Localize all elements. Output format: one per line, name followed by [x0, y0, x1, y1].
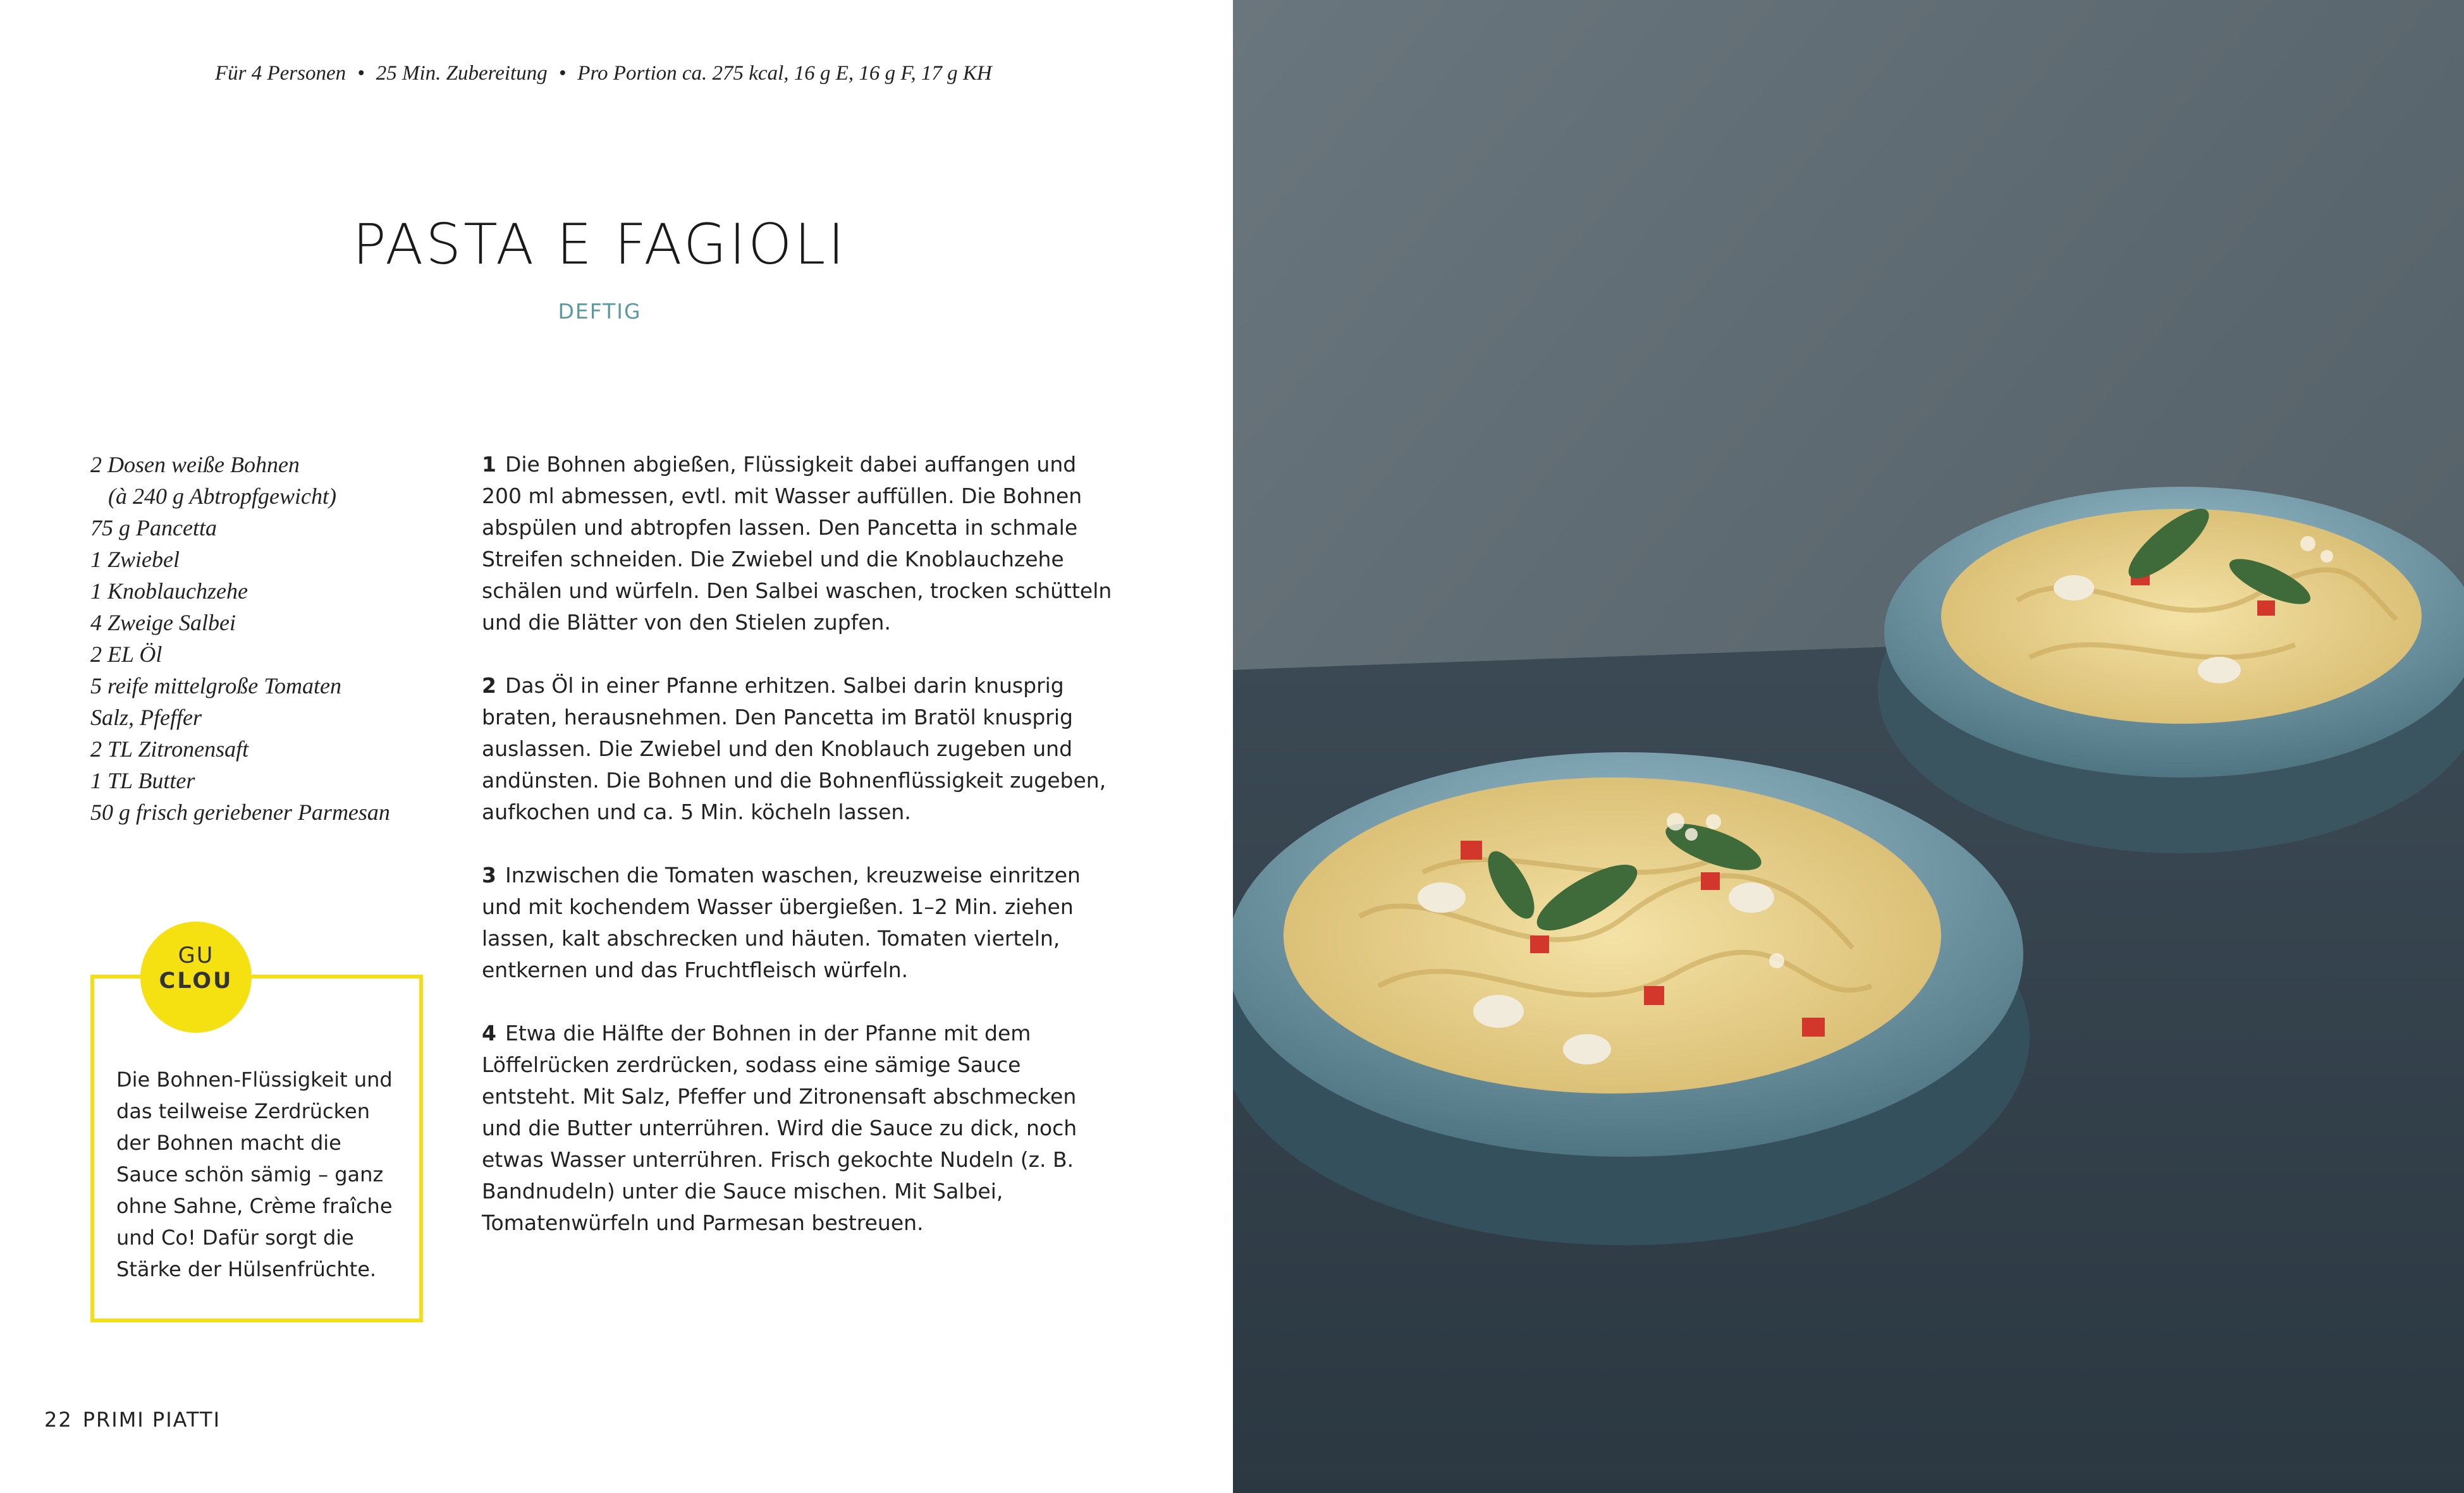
ingredient-item: 2 TL Zitronensaft: [90, 736, 249, 762]
gu-clou-badge: [140, 922, 252, 1033]
page-number: 22: [44, 1408, 73, 1432]
step-text: Etwa die Hälfte der Bohnen in der Pfanne mit dem Löffelrücken zerdrücken, sodass eine sämige Sauce entsteht. Mit Salz, Pfeffer und Zitronensaft abschmecken und die Butter unterrühren. Wird die Sauce zu dick, noch etwas Wasser unterrühren. Frisch gekochte Nudeln (z. B. Bandnudeln) unter die Sauce mischen. Mit Salbei, Tomatenwürfeln und Parmesan bestreuen.: [482, 1021, 1077, 1235]
recipe-meta: [215, 62, 992, 85]
step-number: 3: [482, 863, 496, 887]
ingredient-item: Salz, Pfeffer: [90, 705, 202, 730]
step-3: [482, 860, 1119, 986]
ingredient-item: 1 TL Butter: [90, 768, 195, 793]
step-1: [482, 449, 1119, 638]
separator-dot: •: [357, 62, 365, 85]
badge-line-gu: GU: [178, 943, 214, 968]
tip-text: Die Bohnen-Flüssigkeit und das teilweise Zerdrücken der Bohnen macht die Sauce schön sämig – ganz ohne Sahne, Crème fraîche und Co! Dafür sorgt die Stärke der Hülsenfrüchte.: [116, 1068, 393, 1281]
step-text: Das Öl in einer Pfanne erhitzen. Salbei darin knusprig braten, herausnehmen. Den Pancetta im Bratöl knusprig auslassen. Die Zwiebel und den Knoblauch zugeben und andünsten. Die Bohnen und die Bohnenflüssigkeit zugeben, aufkochen und ca. 5 Min. köcheln lassen.: [482, 673, 1106, 824]
ingredient-item: 1 Knoblauchzehe: [90, 578, 248, 604]
step-4: [482, 1018, 1119, 1239]
step-number: 4: [482, 1021, 496, 1045]
ingredient-item: 1 Zwiebel: [90, 547, 180, 572]
ingredient-item: 75 g Pancetta: [90, 515, 217, 540]
step-2: [482, 670, 1119, 828]
ingredient-item: 2 EL Öl: [90, 642, 162, 667]
ingredient-item: 4 Zweige Salbei: [90, 610, 236, 635]
ingredient-item: 2 Dosen weiße Bohnen: [90, 452, 300, 477]
step-text: Inzwischen die Tomaten waschen, kreuzweise einritzen und mit kochendem Wasser übergießen. 1–2 Min. ziehen lassen, kalt abschrecken und häuten. Tomaten vierteln, entkernen und das Fruchtfleisch würfeln.: [482, 863, 1081, 982]
ingredient-list: [90, 449, 444, 828]
step-number: 1: [482, 452, 496, 477]
recipe-subtitle: DEFTIG: [558, 299, 642, 324]
instruction-steps: [482, 449, 1119, 1271]
servings-text: Für 4 Personen: [215, 62, 346, 85]
section-name: PRIMI PIATTI: [82, 1408, 221, 1432]
step-text: Die Bohnen abgießen, Flüssigkeit dabei auffangen und 200 ml abmessen, evtl. mit Wasser auffüllen. Die Bohnen abspülen und abtropfen lassen. Den Pancetta in schmale Streifen schneiden. Die Zwiebel und die Knoblauchzehe schälen und würfeln. Den Salbei waschen, trocken schütteln und die Blätter von den Stielen zupfen.: [482, 452, 1112, 635]
dish-photo: [1233, 0, 2464, 1493]
ingredient-item: 50 g frisch geriebener Parmesan: [90, 800, 390, 825]
page-footer: [44, 1408, 221, 1432]
step-number: 2: [482, 673, 496, 698]
ingredient-item: 5 reife mittelgroße Tomaten: [90, 673, 341, 698]
front-bowl: [1233, 752, 2030, 1245]
time-text: 25 Min. Zubereitung: [376, 62, 548, 85]
nutrition-text: Pro Portion ca. 275 kcal, 16 g E, 16 g F, 17 g KH: [577, 62, 992, 85]
badge-line-clou: CLOU: [159, 968, 233, 994]
recipe-title: PASTA E FAGIOLI: [352, 212, 847, 277]
separator-dot: •: [558, 62, 567, 85]
ingredient-item: (à 240 g Abtropfgewicht): [108, 484, 336, 509]
